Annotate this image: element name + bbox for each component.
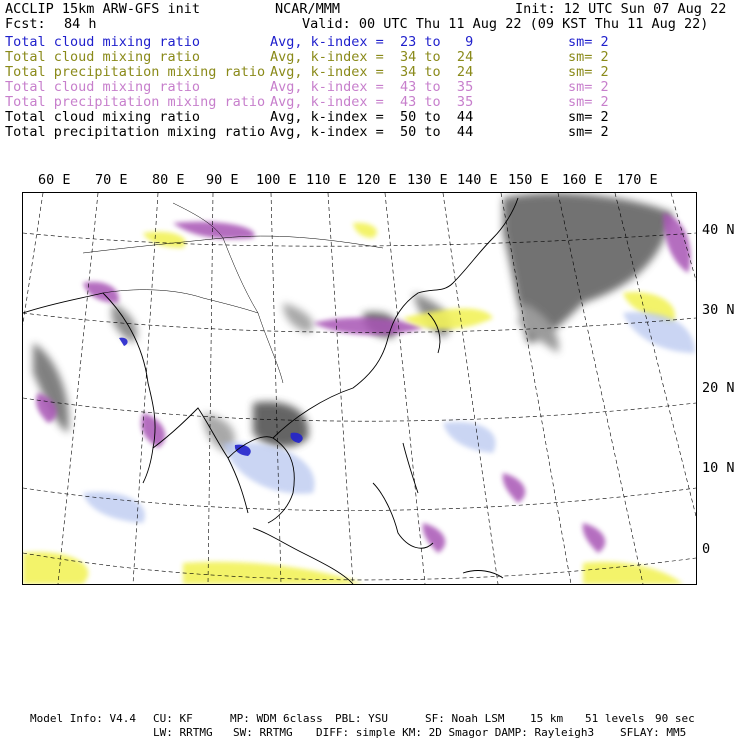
footer-cu: CU: KF <box>153 712 193 725</box>
field-k-index: Avg, k-index = 43 to 35 <box>270 94 474 110</box>
field-smoothing: sm= 2 <box>568 124 609 140</box>
fcst-value: 84 h <box>64 16 97 32</box>
field-k-index: Avg, k-index = 23 to 9 <box>270 34 474 50</box>
field-smoothing: sm= 2 <box>568 34 609 50</box>
lon-label: 60 E <box>38 172 71 188</box>
field-name: Total cloud mixing ratio <box>5 109 201 125</box>
field-name: Total precipitation mixing ratio <box>5 124 266 140</box>
footer-model-info: Model Info: V4.4 <box>30 712 136 725</box>
footer-mp: MP: WDM 6class <box>230 712 323 725</box>
coastlines <box>23 198 518 584</box>
lon-label: 150 E <box>508 172 549 188</box>
field-smoothing: sm= 2 <box>568 79 609 95</box>
lat-label: 30 N <box>702 302 735 318</box>
footer-diff: DIFF: simple KM: 2D Smagor DAMP: Rayleigh3 <box>316 726 595 739</box>
field-smoothing: sm= 2 <box>568 109 609 125</box>
field-name: Total cloud mixing ratio <box>5 49 201 65</box>
lat-label: 10 N <box>702 460 735 476</box>
footer-res: 15 km <box>530 712 564 725</box>
field-smoothing: sm= 2 <box>568 94 609 110</box>
field-name: Total cloud mixing ratio <box>5 79 201 95</box>
valid-time: Valid: 00 UTC Thu 11 Aug 22 (09 KST Thu 11 Aug 22) <box>302 16 709 32</box>
lon-label: 140 E <box>457 172 498 188</box>
init-time: Init: 12 UTC Sun 07 Aug 22 <box>515 1 727 17</box>
field-k-index: Avg, k-index = 34 to 24 <box>270 64 474 80</box>
lon-label: 90 E <box>206 172 239 188</box>
lat-label: 40 N <box>702 222 735 238</box>
org-label: NCAR/MMM <box>275 1 341 17</box>
lon-label: 70 E <box>95 172 128 188</box>
field-smoothing: sm= 2 <box>568 49 609 65</box>
footer-levels: 51 levels <box>585 712 645 725</box>
map-panel <box>22 192 697 585</box>
footer-sflay: SFLAY: MM5 <box>620 726 687 739</box>
lon-label: 160 E <box>562 172 603 188</box>
lon-label: 80 E <box>152 172 185 188</box>
lon-label: 170 E <box>617 172 658 188</box>
footer-timestep: 90 sec <box>655 712 695 725</box>
fcst-label: Fcst: <box>5 16 46 32</box>
lat-label: 20 N <box>702 380 735 396</box>
field-k-index: Avg, k-index = 50 to 44 <box>270 109 474 125</box>
field-k-index: Avg, k-index = 34 to 24 <box>270 49 474 65</box>
footer-sf: SF: Noah LSM <box>425 712 505 725</box>
lat-label: 0 <box>702 541 711 557</box>
lon-label: 120 E <box>356 172 397 188</box>
lon-label: 110 E <box>306 172 347 188</box>
lon-label: 100 E <box>256 172 297 188</box>
footer-pbl: PBL: YSU <box>335 712 388 725</box>
field-name: Total precipitation mixing ratio <box>5 94 266 110</box>
field-name: Total cloud mixing ratio <box>5 34 201 50</box>
field-name: Total precipitation mixing ratio <box>5 64 266 80</box>
field-k-index: Avg, k-index = 50 to 44 <box>270 124 474 140</box>
model-title: ACCLIP 15km ARW-GFS init <box>5 1 201 17</box>
footer-lw: LW: RRTMG <box>153 726 213 739</box>
cloud-field-blue <box>83 312 695 523</box>
footer-sw: SW: RRTMG <box>233 726 293 739</box>
lon-label: 130 E <box>407 172 448 188</box>
map-canvas <box>23 193 696 584</box>
field-smoothing: sm= 2 <box>568 64 609 80</box>
field-k-index: Avg, k-index = 43 to 35 <box>270 79 474 95</box>
